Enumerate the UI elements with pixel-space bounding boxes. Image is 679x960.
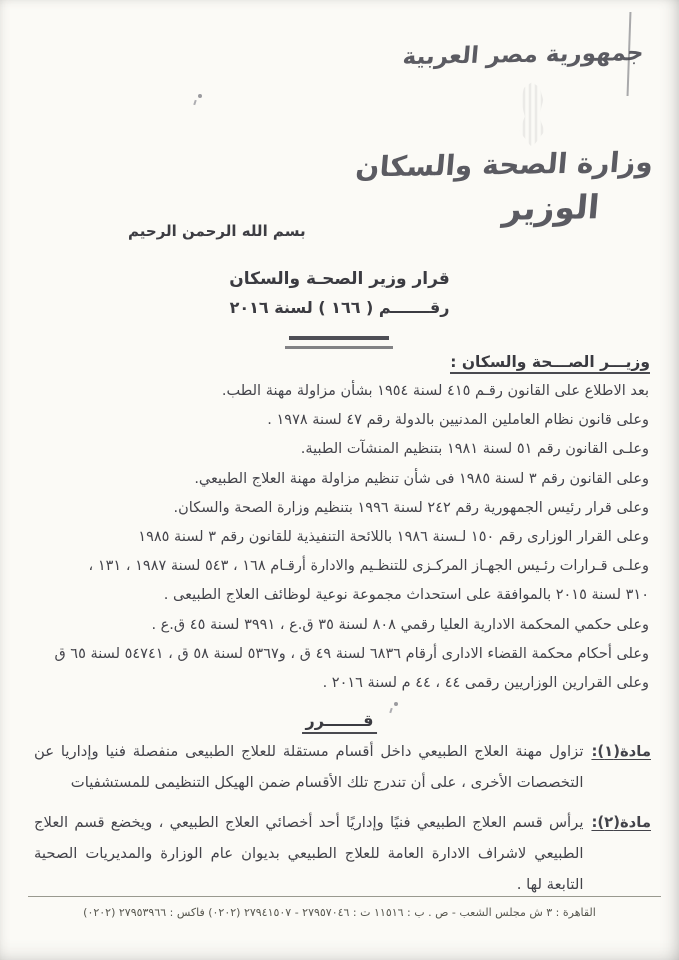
preamble-line: بعد الاطلاع على القانون رقـم ٤١٥ لسنة ١٩٥٤ بشأن مزاولة مهنة الطب. (221, 383, 649, 399)
article-2 (34, 807, 651, 900)
preamble-line: وعلـى قـرارات رئـيس الجهـاز المركـزى للتنظـيم والادارة أرقـام ١٦٨ ، ٥٤٣ لسنة ١٩٨٧ ، ١٣١ ، (88, 558, 649, 575)
preamble-line: وعلى قانون نظام العاملين المدنيين بالدولة رقم ٤٧ لسنة ١٩٧٨ . (267, 412, 649, 429)
title-double-rule-top (289, 336, 389, 340)
ink-speck (198, 94, 202, 98)
preamble-line: ٣١٠ لسنة ٢٠١٥ بالموافقة على استحداث مجموعة نوعية لوظائف العلاج الطبيعى . (163, 587, 649, 604)
article-2-text: يرأس قسم العلاج الطبيعي فنيًا وإداريًا أحد أخصائي العلاج الطبيعي ، ويخضع قسم العلاج الطبيعي لاشراف الادارة العامة للعلاج الطبيعي بديوان عام الوزارة والمديريات الصحية التابعة لها . (34, 814, 584, 893)
article-1-text: تزاول مهنة العلاج الطبيعي داخل أقسام مستقلة للعلاج الطبيعى منفصلة فنيا وإداريا عن التخصصات الأخرى ، على أن تندرج تلك الأقسام ضمن الهيكل التنظيمى للمستشفيات (34, 743, 584, 791)
decree-title: قرار وزير الصحـة والسكان (229, 269, 450, 289)
preamble-line: وعلى أحكام محكمة القضاء الادارى أرقام ٦٨٣٦ لسنة ٤٩ ق ، و٥٣٦٧ لسنة ٥٨ ق ، ٥٤٧٤١ لسنة ٦٥ ق (54, 645, 649, 662)
preamble-line: وعلى القرار الوزارى رقم ١٥٠ لـسنة ١٩٨٦ باللائحة التنفيذية للقانون رقم ٣ لسنة ١٩٨٥ (138, 528, 649, 545)
minister-section-heading: وزيـــر الصـــحة والسكان : (450, 353, 650, 374)
preamble-block (14, 377, 649, 698)
eagle-emblem-icon (499, 82, 565, 146)
article-2-label: مادة(٢): (591, 814, 651, 831)
minister-calligraphy-title: الوزير (500, 187, 601, 228)
preamble-line: وعلـى القانون رقم ٥١ لسنة ١٩٨١ بتنظيم المنشآت الطبية. (300, 441, 649, 458)
preamble-line: وعلى قرار رئيس الجمهورية رقم ٢٤٢ لسنة ١٩٩٦ بتنظيم وزارة الصحة والسكان. (173, 499, 649, 516)
article-1-label: مادة(١): (591, 743, 651, 760)
preamble-line: وعلى القانون رقم ٣ لسنة ١٩٨٥ فى شأن تنظيم مزاولة مهنة العلاج الطبيعي. (194, 470, 649, 487)
ink-speck (394, 702, 398, 706)
decided-heading: قـــــــرر (302, 711, 378, 734)
title-double-rule-bottom (285, 346, 393, 349)
footer-divider (28, 896, 661, 897)
footer-address: القاهرة : ٣ ش مجلس الشعب - ص . ب : ١١٥١٦ ت : ٢٧٩٥٧٠٤٦ - ٢٧٩٤١٥٠٧ (٠٢٠٢) فاكس : ٢٧٩٥٣٩٦٦ (٠٢٠٢) (83, 906, 596, 919)
article-1 (34, 736, 651, 798)
republic-calligraphy-title: جمهورية مصر العربية (401, 39, 645, 71)
decree-number: رقـــــــم ( ١٦٦ ) لسنة ٢٠١٦ (229, 298, 450, 317)
basmala-text: بسم الله الرحمن الرحيم (128, 222, 306, 240)
preamble-line: وعلى القرارين الوزاريين رقمى ٤٤ ، ٤٤ م لسنة ٢٠١٦ . (322, 674, 649, 691)
preamble-line: وعلى حكمي المحكمة الادارية العليا رقمي ٨٠٨ لسنة ٣٥ ق.ع ، ٣٩٩١ لسنة ٤٥ ق.ع . (151, 616, 649, 633)
ministry-calligraphy-title: وزارة الصحة والسكان (354, 145, 655, 184)
